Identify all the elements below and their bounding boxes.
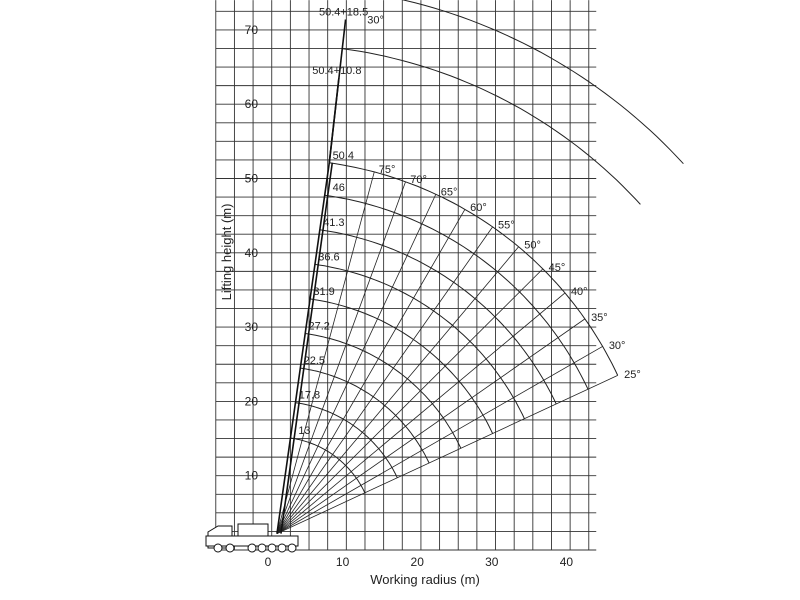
boom-angle-label: 35° xyxy=(591,312,608,325)
y-tick-label: 30 xyxy=(244,320,258,335)
chart-grid xyxy=(216,0,596,550)
boom-angle-label: 70° xyxy=(410,173,427,186)
jib-config-label: 50.4+18.5 xyxy=(318,6,369,19)
crane-wheel xyxy=(214,544,222,552)
boom-angle-label: 25° xyxy=(624,369,641,382)
boom-angle-label: 60° xyxy=(470,201,487,214)
crane-wheel xyxy=(288,544,296,552)
boom-length-label: 22.5 xyxy=(303,355,326,368)
y-tick-label: 20 xyxy=(244,394,258,409)
boom-length-label: 31.9 xyxy=(313,285,335,298)
y-axis-title: Lifting height (m) xyxy=(219,203,234,301)
boom-angle-label: 65° xyxy=(440,186,458,199)
crane-wheel xyxy=(258,544,266,552)
crane-superstructure xyxy=(238,524,268,536)
boom-angle-label: 55° xyxy=(497,219,515,232)
boom-length-label: 13 xyxy=(298,425,311,438)
x-axis-title: Working radius (m) xyxy=(370,572,480,587)
boom-angle-line xyxy=(277,209,465,533)
boom-angle-label: 30° xyxy=(608,339,626,352)
y-tick-label: 60 xyxy=(244,97,258,112)
boom-angle-label: 45° xyxy=(548,261,566,274)
boom-length-arc xyxy=(329,163,617,376)
crane-wheel xyxy=(226,544,234,552)
y-tick-label: 70 xyxy=(244,22,258,37)
boom-length-label: 36.6 xyxy=(318,251,340,264)
jib-range-arc xyxy=(350,0,684,164)
jib-offset-label: 30° xyxy=(367,14,384,27)
x-tick-label: 30 xyxy=(485,555,499,569)
y-tick-label: 10 xyxy=(244,468,258,483)
y-tick-label: 40 xyxy=(244,245,258,260)
boom-length-label: 46 xyxy=(332,182,345,195)
jib-config-label: 50.4+10.8 xyxy=(312,65,362,78)
boom-angle-label: 75° xyxy=(378,164,396,177)
boom-length-label: 17.8 xyxy=(298,389,321,402)
x-tick-label: 10 xyxy=(335,555,350,569)
boom-angle-label: 40° xyxy=(570,286,588,299)
boom-length-label: 41.3 xyxy=(323,216,345,229)
boom-length-label: 27.2 xyxy=(308,320,330,333)
jib-range-arc xyxy=(343,49,641,205)
jib-labels xyxy=(312,6,384,77)
x-tick-label: 40 xyxy=(559,555,574,569)
x-tick-label: 0 xyxy=(264,555,272,569)
boom-angle-label: 50° xyxy=(524,239,541,252)
x-tick-label: 20 xyxy=(410,555,424,569)
crane-wheel xyxy=(248,544,256,552)
y-tick-label: 50 xyxy=(244,171,258,186)
boom-length-labels xyxy=(298,150,354,437)
boom-length-label: 50.4 xyxy=(332,149,354,162)
crane-wheel xyxy=(278,544,286,552)
crane-wheel xyxy=(268,544,276,552)
